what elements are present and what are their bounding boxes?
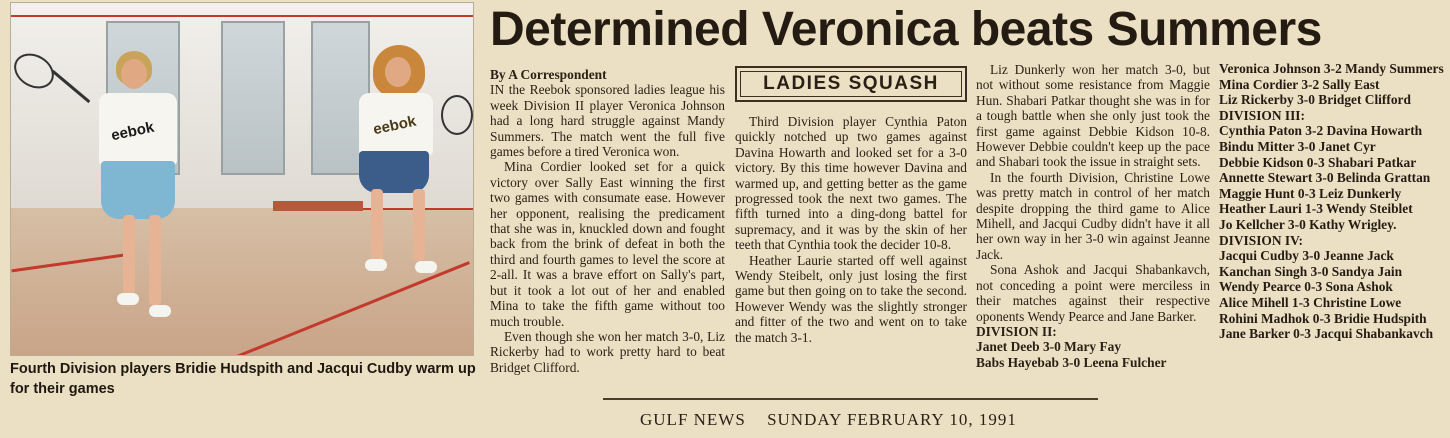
result-line: Veronica Johnson 3-2 Mandy Summers [1219, 61, 1444, 76]
division-heading: DIVISION III: [1219, 107, 1305, 123]
shirt-logo: eebok [109, 118, 156, 145]
headline: Determined Veronica beats Summers [490, 3, 1322, 56]
result-line: Alice Mihell 1-3 Christine Lowe [1219, 294, 1402, 310]
division-heading: DIVISION IV: [1219, 232, 1303, 248]
issue-date: SUNDAY FEBRUARY 10, 1991 [767, 410, 1017, 429]
result-line: Janet Deeb 3-0 Mary Fay [976, 339, 1122, 355]
photo-floor [11, 208, 473, 355]
article-column-1 [490, 67, 725, 375]
paragraph: Mina Cordier looked set for a quick victory over Sally East winning the first two games with consumate ease. However her opponent, realising the predicament that she was in, knuckled down and fought back from the brink of defeat in both the third and fourth games to level the score at 2-all. It was a brave effort on Sally's part, but it took a lot out of her and enabled Mina to take the fifth game without too much trouble. [490, 159, 725, 329]
photo-caption: Fourth Division players Bridie Hudspith and Jacqui Cudby warm up for their games [10, 361, 476, 397]
photo [10, 2, 474, 356]
result-line: Annette Stewart 3-0 Belinda Grattan [1219, 170, 1431, 186]
footer-rule [603, 398, 1098, 400]
result-line: Kanchan Singh 3-0 Sandya Jain [1219, 263, 1403, 279]
result-line: Maggie Hunt 0-3 Leiz Dunkerly [1219, 185, 1402, 201]
division-heading: DIVISION II: [976, 323, 1057, 339]
result-line: Liz Rickerby 3-0 Bridget Clifford [1219, 92, 1411, 108]
result-line: Wendy Pearce 0-3 Sona Ashok [1219, 279, 1393, 295]
result-line: Jacqui Cudby 3-0 Jeanne Jack [1219, 248, 1394, 264]
paragraph: Even though she won her match 3-0, Liz Rickerby had to work pretty hard to beat Bridget Clifford. [490, 328, 725, 375]
paragraph: Liz Dunkerly won her match 3-0, but not without some resistance from Maggie Hun. Shabari Patkar thought she was in for a tough battle when she only just took the first game against Debbie Kidson 10-8. However Debbie couldn't keep up the pace and Shabari took the issue in straight sets. [976, 62, 1210, 170]
newspaper-name: GULF NEWS [640, 410, 746, 429]
shirt-logo: eebok [371, 112, 418, 139]
court-line [11, 15, 473, 17]
result-line: Jo Kellcher 3-0 Kathy Wrigley. [1219, 216, 1397, 232]
paragraph: Sona Ashok and Jacqui Shabankavch, not conceding a point were merciless in their matches against their respective oponents Wendy Pearce and Jane Barker. [976, 262, 1210, 324]
result-line: Heather Lauri 1-3 Wendy Steiblet [1219, 201, 1413, 217]
racket-icon [441, 95, 473, 135]
byline: By A Correspondent [490, 67, 607, 82]
photo-window [221, 21, 285, 175]
result-line: Cynthia Paton 3-2 Davina Howarth [1219, 123, 1423, 139]
kicker-label: LADIES SQUASH [763, 73, 939, 94]
results-list [1219, 61, 1447, 342]
section-kicker [735, 66, 967, 102]
result-line: Jane Barker 0-3 Jacqui Shabankavch [1219, 326, 1434, 342]
result-line: Rohini Madhok 0-3 Bridie Hudspith [1219, 310, 1427, 326]
result-line: Bindu Mitter 3-0 Janet Cyr [1219, 138, 1376, 154]
result-line: Babs Hayebab 3-0 Leena Fulcher [976, 354, 1167, 370]
paragraph: Third Division player Cynthia Paton quickly notched up two games against Davina Howarth and looked set for a 3-0 victory. By this time however Davina and warmed up, and getting better as the game progressed took the next two games. The fifth turned into a ding-dong battel for supremacy, and it was by the skin of her teeth that Cynthia took the decider 10-8. [735, 114, 967, 253]
paragraph: Heather Laurie started off well against Wendy Steibelt, only just losing the first game but then going on to take the second. However Wendy was the slightly stronger and fitter of the two and went on to take the match 3-1. [735, 252, 967, 345]
article-column-2 [735, 114, 967, 345]
bench [273, 201, 363, 211]
result-line: Mina Cordier 3-2 Sally East [1219, 76, 1380, 92]
paragraph: In the fourth Division, Christine Lowe was pretty match in control of her match despite dropping the third game to Alice Mihell, and Jacqui Cudby didn't have it all her own way in her 3-0 win against Jeanne Jack. [976, 169, 1210, 262]
result-line: Debbie Kidson 0-3 Shabari Patkar [1219, 154, 1417, 170]
footer [640, 410, 1033, 430]
paragraph: IN the Reebok sponsored ladies league his week Division II player Veronica Johnson had a long hard struggle against Mandy Summers. The match went the full five games before a tired Veronica won. [490, 82, 725, 160]
article-column-3 [976, 62, 1210, 370]
